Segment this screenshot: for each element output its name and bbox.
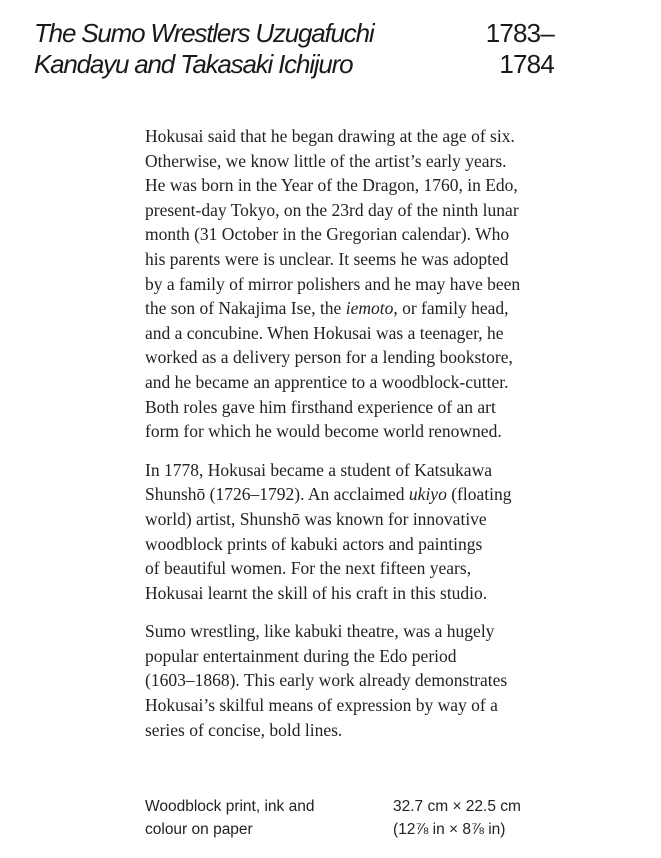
italic-term: ukiyo xyxy=(408,484,447,505)
paragraph-biography xyxy=(145,124,625,444)
header xyxy=(34,18,554,80)
date-line-2: 1784 xyxy=(499,49,554,79)
text-line: and he became an apprentice to a woodblock-cutter. xyxy=(145,371,509,392)
text-line: (1603–1868). This early work already demonstrates xyxy=(145,670,508,691)
text-segment: Shunshō (1726–1792). An acclaimed xyxy=(145,484,409,505)
paragraph-apprenticeship xyxy=(145,458,625,606)
text-line: and a concubine. When Hokusai was a teenager, he xyxy=(145,322,504,343)
artwork-title xyxy=(34,18,444,80)
text-line: worked as a delivery person for a lending bookstore, xyxy=(145,347,513,368)
text-line: series of concise, bold lines. xyxy=(145,719,343,740)
text-line: form for which he would become world renowned. xyxy=(145,421,502,442)
text-segment: , or family head, xyxy=(393,298,509,319)
text-line: He was born in the Year of the Dragon, 1760, in Edo, xyxy=(145,175,518,196)
artwork-date xyxy=(486,18,554,80)
paragraph-sumo xyxy=(145,619,625,742)
text-line: Hokusai learnt the skill of his craft in this studio. xyxy=(145,582,488,603)
dimensions-metric: 32.7 cm × 22.5 cm xyxy=(393,798,521,815)
text-line: Both roles gave him firsthand experience of an art xyxy=(145,396,496,417)
text-line xyxy=(145,296,625,321)
description-body xyxy=(145,124,625,756)
text-line: his parents were is unclear. It seems he was adopted xyxy=(145,248,509,269)
text-line: Otherwise, we know little of the artist’s early years. xyxy=(145,150,507,171)
dimensions-imperial: (12⅞ in × 8⅞ in) xyxy=(393,821,506,838)
text-line: woodblock prints of kabuki actors and paintings xyxy=(145,533,483,554)
text-line: Hokusai said that he began drawing at the age of six. xyxy=(145,126,515,146)
text-segment: the son of Nakajima Ise, the xyxy=(145,298,346,319)
text-line: Hokusai’s skilful means of expression by way of a xyxy=(145,695,498,716)
text-line: world) artist, Shunshō was known for innovative xyxy=(145,508,487,529)
medium-line-1: Woodblock print, ink and xyxy=(145,798,315,815)
title-line-2: Kandayu and Takasaki Ichijuro xyxy=(34,49,353,79)
text-line: present-day Tokyo, on the 23rd day of the ninth lunar xyxy=(145,199,519,220)
title-line-1: The Sumo Wrestlers Uzugafuchi xyxy=(34,18,374,48)
medium-line-2: colour on paper xyxy=(145,821,253,838)
date-line-1: 1783– xyxy=(485,18,554,48)
artwork-dimensions xyxy=(393,795,613,841)
text-line: Sumo wrestling, like kabuki theatre, was a hugely xyxy=(145,621,495,642)
text-line: of beautiful women. For the next fifteen years, xyxy=(145,558,472,579)
text-line xyxy=(145,482,625,507)
text-line: by a family of mirror polishers and he may have been xyxy=(145,273,521,294)
artwork-medium xyxy=(145,795,375,841)
text-line: popular entertainment during the Edo period xyxy=(145,645,457,666)
text-segment: (floating xyxy=(446,484,512,505)
text-line: In 1778, Hokusai became a student of Katsukawa xyxy=(145,459,492,480)
text-line: month (31 October in the Gregorian calendar). Who xyxy=(145,224,510,245)
italic-term: iemoto xyxy=(345,298,394,319)
